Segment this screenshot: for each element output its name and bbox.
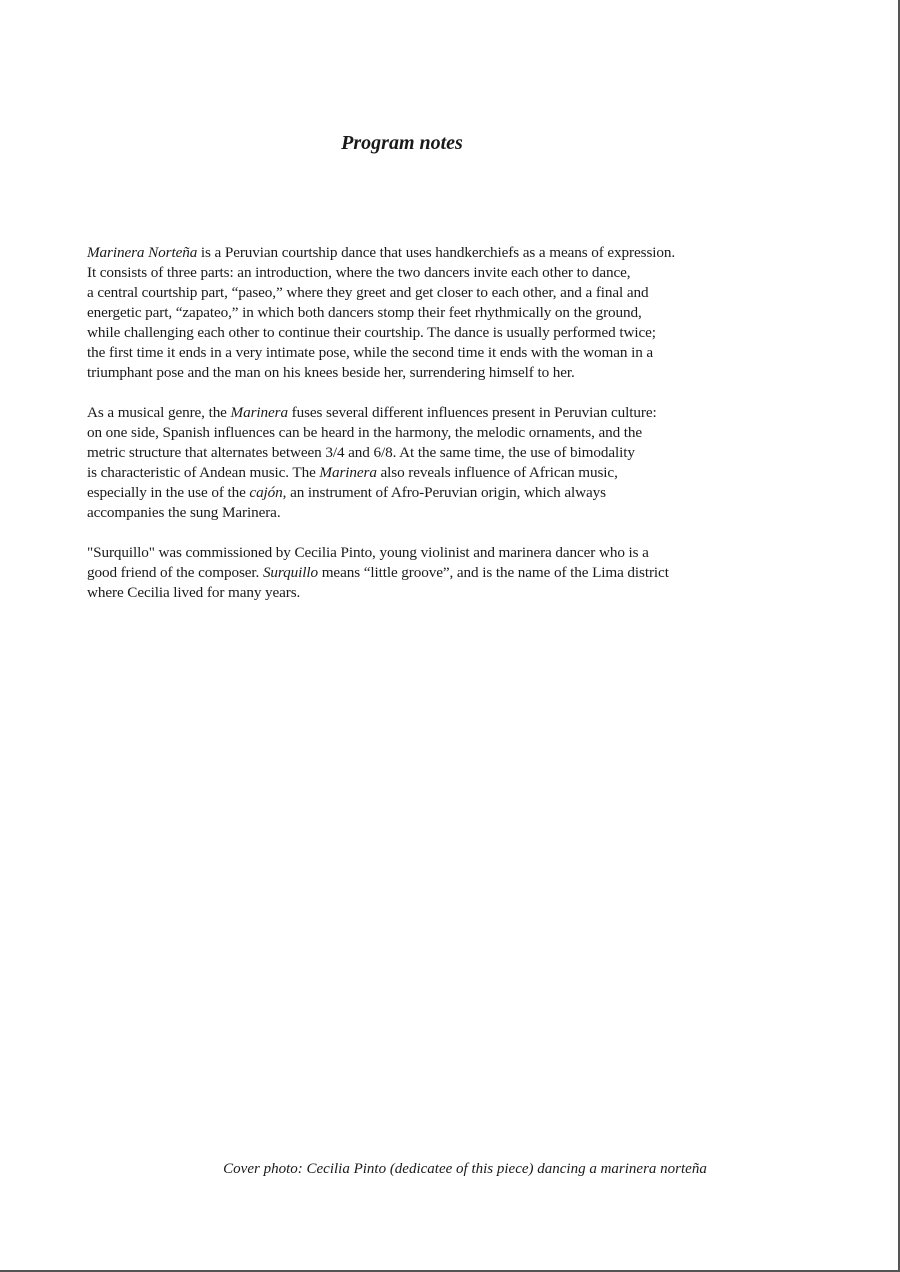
text-line bbox=[87, 503, 802, 523]
text-line bbox=[87, 443, 802, 463]
text-run: means “little groove”, and is the name of the Lima district bbox=[318, 564, 669, 581]
text-run: triumphant pose and the man on his knees beside her, surrendering himself to her. bbox=[87, 364, 575, 381]
italic-term: cajón bbox=[249, 484, 283, 501]
paragraph-musical-genre bbox=[87, 403, 802, 523]
italic-term: Marinera bbox=[230, 404, 288, 421]
text-run: fuses several different influences present in Peruvian culture: bbox=[287, 404, 657, 421]
text-line bbox=[87, 403, 802, 423]
text-line bbox=[87, 483, 802, 503]
text-line bbox=[87, 343, 802, 363]
text-run: a central courtship part, “paseo,” where they greet and get closer to each other, and a final and bbox=[87, 284, 649, 301]
paragraph-commission bbox=[87, 543, 802, 603]
text-run: good friend of the composer. bbox=[87, 564, 263, 581]
cover-photo-caption: Cover photo: Cecilia Pinto (dedicatee of this piece) dancing a marinera norteña bbox=[223, 1161, 707, 1177]
text-line bbox=[87, 283, 802, 303]
text-run: As a musical genre, the bbox=[87, 404, 231, 421]
text-line bbox=[87, 423, 802, 443]
text-run: is characteristic of Andean music. The bbox=[87, 464, 320, 481]
text-line bbox=[87, 463, 802, 483]
text-run: while challenging each other to continue their courtship. The dance is usually performed twice; bbox=[87, 324, 656, 341]
text-line bbox=[87, 263, 802, 283]
program-notes-body bbox=[87, 243, 802, 623]
italic-term: Marinera Norteña bbox=[87, 244, 198, 261]
text-run: "Surquillo" was commissioned by Cecilia Pinto, young violinist and marinera dancer who is a bbox=[87, 544, 649, 561]
italic-term: Surquillo bbox=[262, 564, 319, 581]
page-title: Program notes bbox=[341, 132, 463, 154]
text-run: It consists of three parts: an introduction, where the two dancers invite each other to dance, bbox=[87, 264, 631, 281]
text-line bbox=[87, 323, 802, 343]
italic-term: Marinera bbox=[319, 464, 377, 481]
text-line bbox=[87, 303, 802, 323]
text-line bbox=[87, 363, 802, 383]
text-run: accompanies the sung Marinera. bbox=[87, 504, 281, 521]
paragraph-dance-description bbox=[87, 243, 802, 383]
text-run: energetic part, “zapateo,” in which both dancers stomp their feet rhythmically on the ground, bbox=[87, 304, 642, 321]
text-run: is a Peruvian courtship dance that uses handkerchiefs as a means of expression. bbox=[197, 244, 676, 261]
text-run: on one side, Spanish influences can be heard in the harmony, the melodic ornaments, and the bbox=[87, 424, 643, 441]
text-line bbox=[87, 543, 802, 563]
text-run: where Cecilia lived for many years. bbox=[87, 584, 301, 601]
text-run: the first time it ends in a very intimate pose, while the second time it ends with the woman in a bbox=[87, 344, 654, 361]
text-line bbox=[87, 583, 802, 603]
text-line bbox=[87, 243, 802, 263]
text-run: , an instrument of Afro-Peruvian origin, which always bbox=[282, 484, 606, 501]
text-run: especially in the use of the bbox=[87, 484, 250, 501]
text-run: metric structure that alternates between 3/4 and 6/8. At the same time, the use of bimodality bbox=[87, 444, 635, 461]
text-line bbox=[87, 563, 802, 583]
text-run: also reveals influence of African music, bbox=[376, 464, 618, 481]
